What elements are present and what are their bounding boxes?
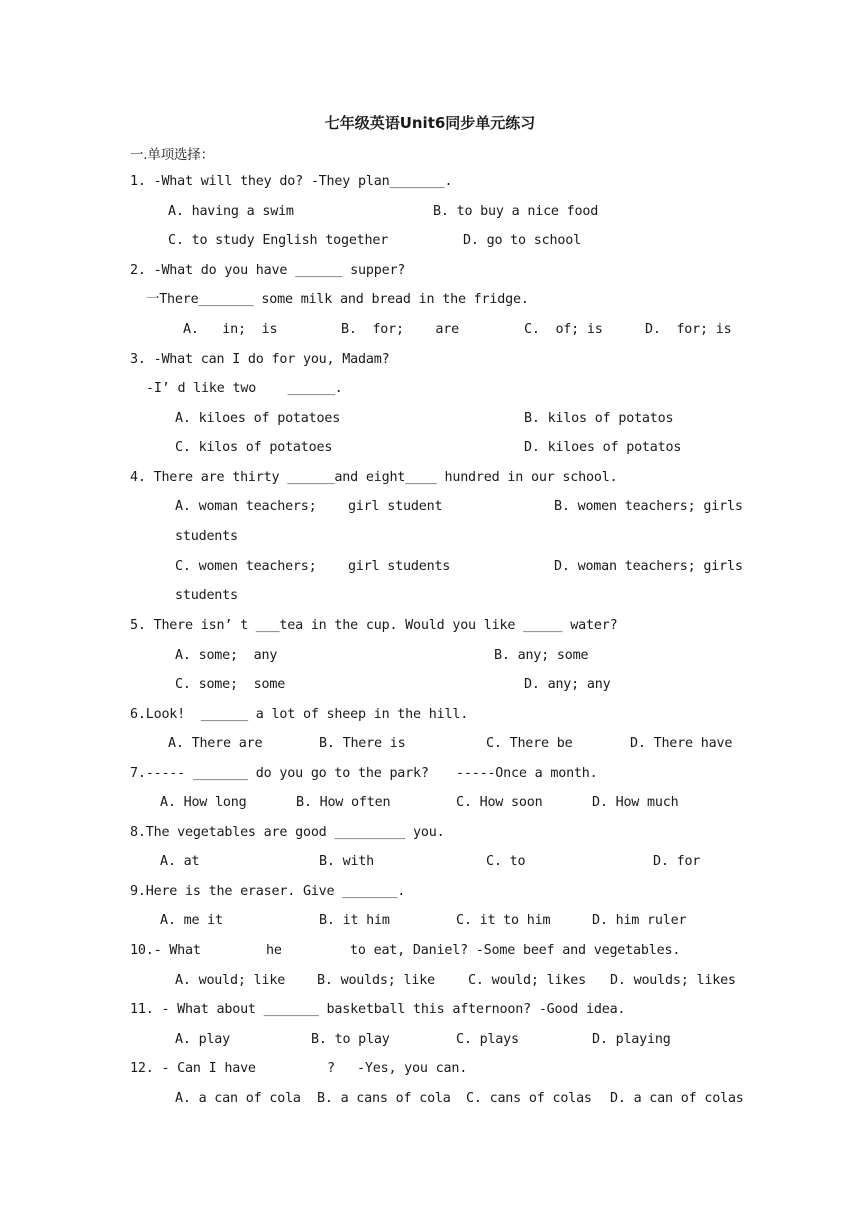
- section-heading: 一.单项选择：: [130, 147, 214, 163]
- q11-option-d: D. playing: [592, 1032, 671, 1047]
- q7-option-a: A. How long: [160, 795, 247, 810]
- question-10-stem-part1: 10.- What: [130, 943, 201, 958]
- q4-option-d: D. woman teachers; girls: [554, 559, 743, 574]
- question-8-stem: 8.The vegetables are good _________ you.: [130, 825, 445, 840]
- q3-option-a: A. kiloes of potatoes: [175, 411, 341, 426]
- q12-option-c: C. cans of colas: [466, 1091, 592, 1106]
- question-3-stem: 3. -What can I do for you, Madam?: [130, 352, 390, 367]
- q4-option-c: C. women teachers; girl students: [175, 559, 451, 574]
- q7-option-d: D. How much: [592, 795, 679, 810]
- question-11-stem: 11. - What about _______ basketball this afternoon? -Good idea.: [130, 1002, 626, 1017]
- q2-option-a: A. in; is: [183, 322, 278, 337]
- q1-option-a: A. having a swim: [168, 204, 294, 219]
- q9-option-b: B. it him: [319, 913, 390, 928]
- q1-option-d: D. go to school: [463, 233, 581, 248]
- question-10-stem-part2: he: [266, 943, 282, 958]
- q11-option-c: C. plays: [456, 1032, 519, 1047]
- q9-option-d: D. him ruler: [592, 913, 687, 928]
- question-2-stem: 2. -What do you have ______ supper?: [130, 263, 406, 278]
- question-4-stem: 4. There are thirty ______and eight____ hundred in our school.: [130, 470, 618, 485]
- question-5-stem: 5. There isn’ t ___tea in the cup. Would you like _____ water?: [130, 618, 618, 633]
- q9-option-c: C. it to him: [456, 913, 551, 928]
- q1-option-b: B. to buy a nice food: [433, 204, 599, 219]
- q11-option-b: B. to play: [311, 1032, 390, 1047]
- question-7-stem: 7.----- _______ do you go to the park?: [130, 766, 429, 781]
- q10-option-c: C. would; likes: [468, 973, 586, 988]
- page-title: 七年级英语Unit6同步单元练习: [324, 114, 536, 132]
- question-9-stem: 9.Here is the eraser. Give _______.: [130, 884, 406, 899]
- q4-option-d-continued: students: [175, 588, 238, 603]
- question-7-answer-line: -----Once a month.: [456, 766, 598, 781]
- q5-option-d: D. any; any: [524, 677, 611, 692]
- question-12-stem-part3: -Yes, you can.: [357, 1061, 468, 1076]
- q7-option-b: B. How often: [296, 795, 391, 810]
- question-6-stem: 6.Look! ______ a lot of sheep in the hill.: [130, 707, 469, 722]
- q2-option-c: C. of; is: [524, 322, 603, 337]
- q12-option-a: A. a can of cola: [175, 1091, 301, 1106]
- q2-option-b: B. for; are: [341, 322, 459, 337]
- q7-option-c: C. How soon: [456, 795, 543, 810]
- q9-option-a: A. me it: [160, 913, 223, 928]
- q3-option-c: C. kilos of potatoes: [175, 440, 333, 455]
- q6-option-a: A. There are: [168, 736, 263, 751]
- q6-option-d: D. There have: [630, 736, 733, 751]
- q10-option-b: B. woulds; like: [317, 973, 435, 988]
- question-3-stem-line2: -I’ d like two ______.: [146, 381, 343, 396]
- question-12-stem-part2: ?: [327, 1061, 335, 1076]
- q4-option-a: A. woman teachers; girl student: [175, 499, 443, 514]
- q8-option-d: D. for: [653, 854, 701, 869]
- q2-option-d: D. for; is: [645, 322, 732, 337]
- q12-option-d: D. a can of colas: [610, 1091, 744, 1106]
- question-1-stem: 1. -What will they do? -They plan_______.: [130, 174, 453, 189]
- q12-option-b: B. a cans of cola: [317, 1091, 451, 1106]
- question-12-stem-part1: 12. - Can I have: [130, 1061, 256, 1076]
- q6-option-c: C. There be: [486, 736, 573, 751]
- q8-option-a: A. at: [160, 854, 200, 869]
- q10-option-a: A. would; like: [175, 973, 286, 988]
- q5-option-a: A. some; any: [175, 648, 278, 663]
- q3-option-b: B. kilos of potatos: [524, 411, 674, 426]
- q5-option-b: B. any; some: [494, 648, 589, 663]
- q10-option-d: D. woulds; likes: [610, 973, 736, 988]
- question-2-stem-line2: 一There_______ some milk and bread in the fridge.: [146, 292, 529, 307]
- question-10-stem-part3: to eat, Daniel? -Some beef and vegetables.: [350, 943, 681, 958]
- q4-option-b-continued: students: [175, 529, 238, 544]
- q11-option-a: A. play: [175, 1032, 231, 1047]
- q8-option-c: C. to: [486, 854, 526, 869]
- q8-option-b: B. with: [319, 854, 375, 869]
- q4-option-b: B. women teachers; girls: [554, 499, 743, 514]
- q3-option-d: D. kiloes of potatos: [524, 440, 682, 455]
- q5-option-c: C. some; some: [175, 677, 286, 692]
- q1-option-c: C. to study English together: [168, 233, 389, 248]
- q6-option-b: B. There is: [319, 736, 406, 751]
